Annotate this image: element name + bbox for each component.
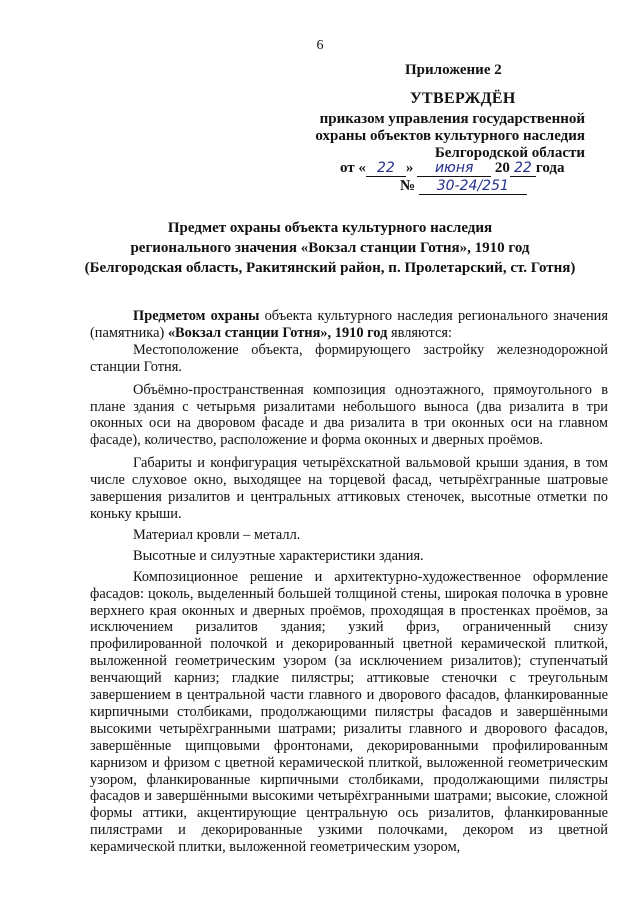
number-prefix: № bbox=[400, 178, 416, 194]
date-year-handwritten: 22 bbox=[510, 160, 536, 177]
body-paragraph: Высотные и силуэтные характеристики здания. bbox=[133, 547, 424, 564]
order-line: приказом управления государственной bbox=[319, 111, 585, 127]
date-year-start: 20 bbox=[494, 160, 510, 176]
page-number: 6 bbox=[316, 38, 324, 53]
date-month-handwritten: июня bbox=[417, 160, 491, 177]
body-paragraph: Объёмно-пространственная композиция одноэтажного, прямоугольного в плане здания с четырьмя ризалитами небольшого выноса (два ризалита в три оконных оси на дворовом фасаде и два ризалита в три оконных оси на главном фасаде), количество, расположение и форма оконных и дверных проёмов. bbox=[90, 381, 608, 449]
intro-text: объекта культурного наследия регионального значения (памятника) bbox=[90, 308, 608, 341]
date-suffix: года bbox=[535, 160, 565, 176]
order-line: охраны объектов культурного наследия bbox=[315, 128, 585, 144]
date-day-handwritten: 22 bbox=[366, 160, 406, 177]
body-paragraph: Габариты и конфигурация четырёхскатной вальмовой крыши здания, в том числе слуховое окно, выходящее на торцевой фасад, четырёхгранные шатровые завершения ризалитов и центральных аттиковых стеночек, высотные отметки по коньку крыши. bbox=[90, 455, 608, 522]
date-prefix: от « bbox=[340, 160, 366, 176]
order-date bbox=[340, 160, 565, 177]
appendix-label: Приложение 2 bbox=[405, 62, 502, 78]
body-text bbox=[90, 308, 608, 856]
intro-text-end: являются: bbox=[387, 324, 453, 341]
body-paragraph: Местоположение объекта, формирующего застройку железнодорожной станции Готня. bbox=[90, 341, 608, 375]
body-paragraph: Материал кровли – металл. bbox=[133, 526, 301, 543]
document-title-line: Предмет охраны объекта культурного наследия bbox=[167, 220, 493, 236]
order-line: Белгородской области bbox=[434, 145, 585, 161]
intro-bold: Предметом охраны bbox=[133, 308, 260, 324]
intro-paragraph bbox=[90, 308, 608, 342]
body-paragraph: Композиционное решение и архитектурно-художественное оформление фасадов: цоколь, выделенный большей толщиной стены, широкая полочка в уровне верхнего края оконных и дверных проёмов, проходящая в простенках проёмов, за исключением ризалитов здания; узкий фриз, ограниченный снизу профилированной полочкой и декорированный цветной керамической плиткой, выложенной геометрическим узором (за исключением ризалитов); ступенчатый венчающий карниз; гладкие пилястры; аттиковые стеночки с треугольным завершением в центральной части главного и дворового фасадов, фланкированные кирпичными столбиками, продолжающими пилястры фасадов и завершёнными высокими четырёхгранными шатрами; ризалиты главного и дворового фасадов, завершённые щипцовыми фронтонами, декорированными профилированным карнизом и фризом с цветной керамической плиткой, выложенной геометрическим узором, фланкированные кирпичными столбиками, продолжающими пилястры фасадов и завершёнными высокими четырёхгранными шатрами; высокие, сложной формы аттики, акцентирующие центральную ось ризалитов, фланкированные пилястрами и декорированные узкими полочками, декором из цветной керамической плитки, выложенной геометрическим узором, bbox=[90, 568, 608, 856]
document-title-line: регионального значения «Вокзал станции Готня», 1910 год bbox=[130, 240, 530, 256]
document-title-line: (Белгородская область, Ракитянский район, п. Пролетарский, ст. Готня) bbox=[84, 260, 576, 276]
intro-object-name: «Вокзал станции Готня», 1910 год bbox=[167, 324, 388, 341]
date-mid: » bbox=[405, 160, 414, 176]
approved-label: УТВЕРЖДЁН bbox=[410, 90, 516, 107]
order-number bbox=[400, 178, 527, 195]
number-handwritten: 30-24/251 bbox=[419, 178, 527, 195]
